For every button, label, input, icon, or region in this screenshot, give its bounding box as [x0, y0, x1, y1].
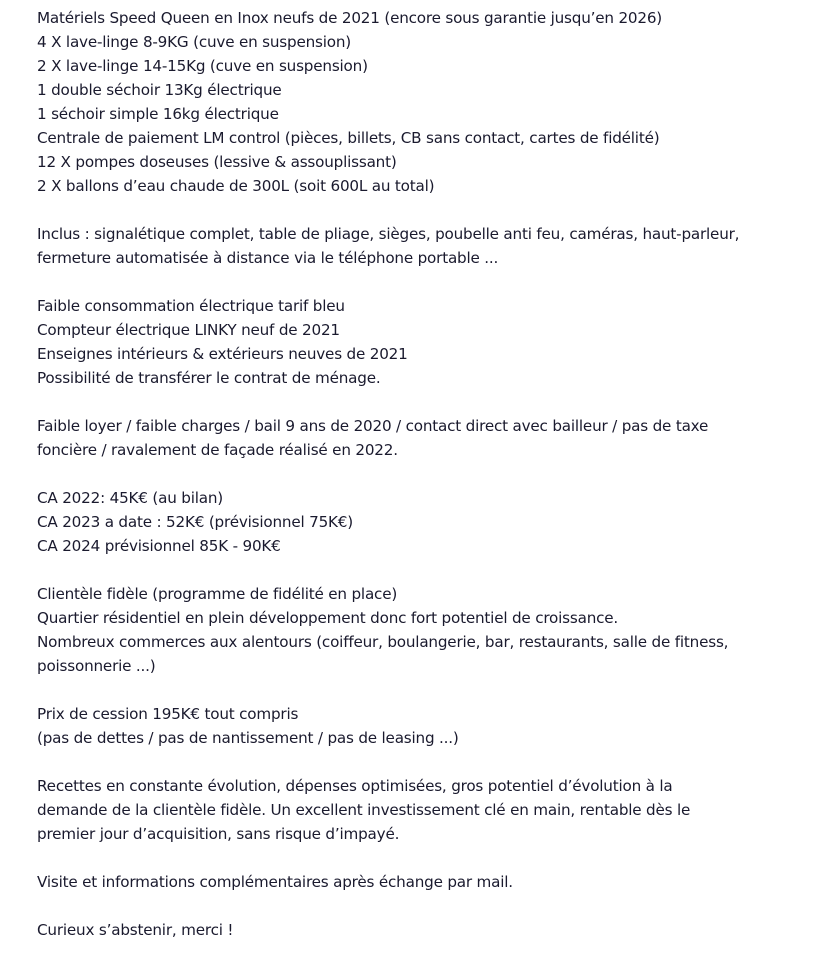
text-line: Nombreux commerces aux alentours (coiffeur, boulangerie, bar, restaurants, salle de fitness,: [37, 633, 729, 651]
text-line: 2 X lave-linge 14-15Kg (cuve en suspension): [37, 57, 368, 75]
paragraph-lease: [37, 414, 797, 462]
text-line: 2 X ballons d’eau chaude de 300L (soit 600L au total): [37, 177, 435, 195]
text-line: Curieux s’abstenir, merci !: [37, 921, 234, 939]
text-line: CA 2022: 45K€ (au bilan): [37, 489, 224, 507]
paragraph-visit: [37, 870, 797, 894]
paragraph-equipment: [37, 6, 797, 198]
paragraph-revenue: [37, 486, 797, 558]
paragraph-price: [37, 702, 797, 750]
paragraph-gap: [37, 198, 797, 222]
text-line: Prix de cession 195K€ tout compris: [37, 705, 299, 723]
paragraph-gap: [37, 750, 797, 774]
text-line: premier jour d’acquisition, sans risque d’impayé.: [37, 825, 400, 843]
paragraph-gap: [37, 558, 797, 582]
paragraph-included: [37, 222, 797, 270]
text-line: CA 2024 prévisionnel 85K - 90K€: [37, 537, 281, 555]
text-line: Faible loyer / faible charges / bail 9 ans de 2020 / contact direct avec bailleur / pas de taxe: [37, 417, 709, 435]
text-line: poissonnerie ...): [37, 657, 156, 675]
text-line: Quartier résidentiel en plein développement donc fort potentiel de croissance.: [37, 609, 619, 627]
text-line: (pas de dettes / pas de nantissement / pas de leasing ...): [37, 729, 459, 747]
text-line: 1 séchoir simple 16kg électrique: [37, 105, 279, 123]
text-line: Inclus : signalétique complet, table de pliage, sièges, poubelle anti feu, caméras, haut-parleur,: [37, 225, 740, 243]
paragraph-closing: [37, 918, 797, 942]
text-line: foncière / ravalement de façade réalisé en 2022.: [37, 441, 398, 459]
paragraph-gap: [37, 462, 797, 486]
paragraph-gap: [37, 390, 797, 414]
text-line: Centrale de paiement LM control (pièces, billets, CB sans contact, cartes de fidélité): [37, 129, 660, 147]
text-line: Enseignes intérieurs & extérieurs neuves de 2021: [37, 345, 408, 363]
text-line: 4 X lave-linge 8-9KG (cuve en suspension): [37, 33, 351, 51]
paragraph-gap: [37, 270, 797, 294]
text-line: demande de la clientèle fidèle. Un excellent investissement clé en main, rentable dès le: [37, 801, 691, 819]
text-line: Visite et informations complémentaires après échange par mail.: [37, 873, 513, 891]
paragraph-gap: [37, 678, 797, 702]
text-line: Matériels Speed Queen en Inox neufs de 2021 (encore sous garantie jusqu’en 2026): [37, 9, 663, 27]
paragraph-clientele: [37, 582, 797, 678]
paragraph-gap: [37, 894, 797, 918]
text-line: Compteur électrique LINKY neuf de 2021: [37, 321, 340, 339]
paragraph-electricity: [37, 294, 797, 390]
text-line: 1 double séchoir 13Kg électrique: [37, 81, 282, 99]
text-line: fermeture automatisée à distance via le téléphone portable ...: [37, 249, 499, 267]
text-line: Clientèle fidèle (programme de fidélité en place): [37, 585, 398, 603]
text-line: CA 2023 a date : 52K€ (prévisionnel 75K€): [37, 513, 353, 531]
text-line: Faible consommation électrique tarif bleu: [37, 297, 345, 315]
listing-description: [37, 6, 797, 942]
text-line: Possibilité de transférer le contrat de ménage.: [37, 369, 381, 387]
text-line: Recettes en constante évolution, dépenses optimisées, gros potentiel d’évolution à la: [37, 777, 673, 795]
text-line: 12 X pompes doseuses (lessive & assouplissant): [37, 153, 397, 171]
paragraph-gap: [37, 846, 797, 870]
paragraph-investment: [37, 774, 797, 846]
